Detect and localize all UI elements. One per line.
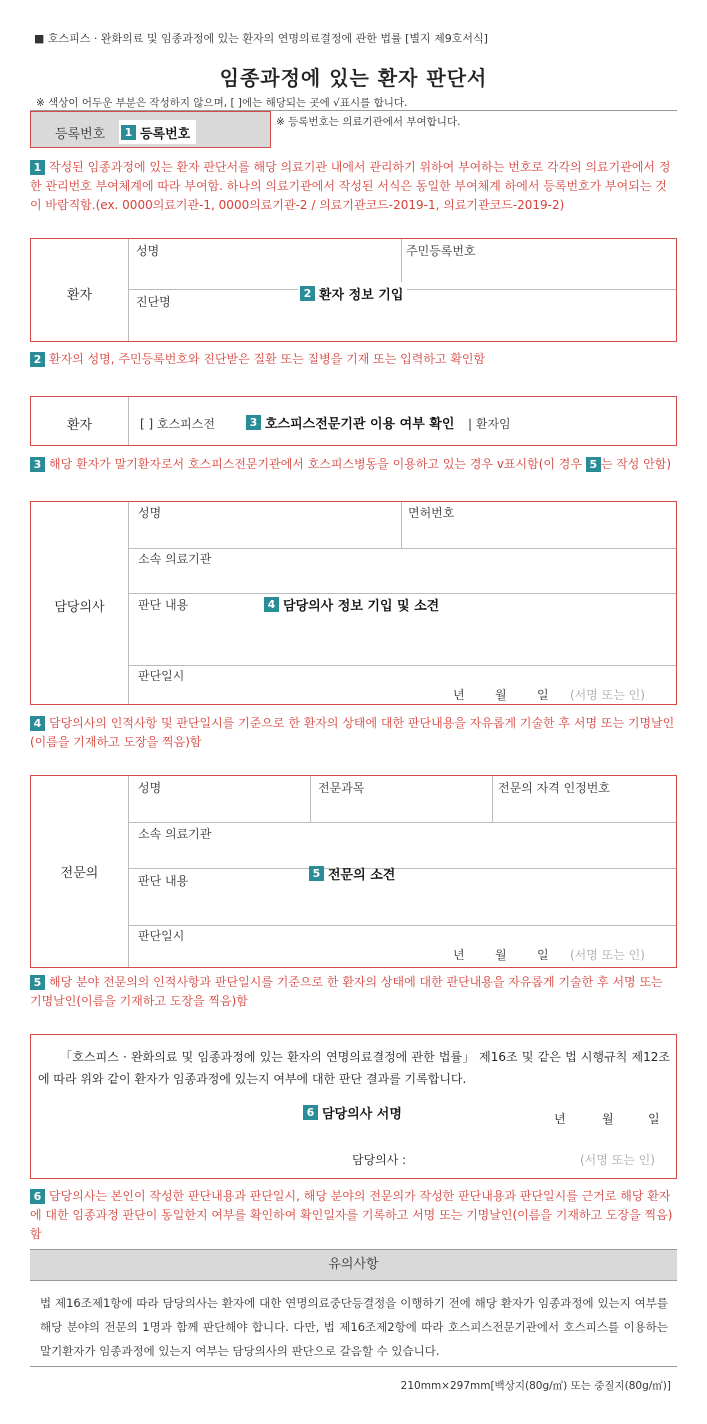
hospice-badge: 3 호스피스전문기관 이용 여부 확인 [246,412,454,432]
specialist-dept-field[interactable] [311,795,490,821]
specialist-name-label: 성명 [138,781,162,795]
note-5: 5 해당 분야 전문의의 인적사항과 판단일시를 기준으로 한 환자의 상태에 대한 판단내용을 자유롭게 기술한 후 서명 또는 기명날인(이름을 기재하고 도장을 찍음)함 [30,975,663,1008]
patient-rrn-label: 주민등록번호 [406,244,476,258]
doctor-license-label: 면허번호 [408,506,455,520]
doctor-date-day: 일 [537,688,549,702]
declaration-day: 일 [648,1112,660,1126]
patient-head: 환자 [66,288,93,303]
specialist-judgment-label: 판단 내용 [138,874,189,888]
doctor-name-label: 성명 [138,506,162,520]
caution-text: 법 제16조제1항에 따라 담당의사는 환자에 대한 연명의료중단등결정을 이행하기 전에 해당 환자가 임종과정에 있는지 여부를 해당 분야의 전문의 1명과 함께 판단해야 합니다. 다만, 법 제16조제2항에 따라 호스피스전문기관에서 호스피스를 이용하는 말기환자가 임종과정에 있는지 여부는 담당의사의 판단으로 갈음할 수 있습니다. [40,1296,668,1358]
declaration-signature[interactable]: (서명 또는 인) [580,1153,655,1167]
specialist-name-field[interactable] [129,795,308,821]
declaration-year: 년 [554,1112,566,1126]
patient-badge: 2 환자 정보 기입 [298,282,407,304]
doctor-license-field[interactable] [402,520,675,546]
doctor-institution-field[interactable] [129,566,675,591]
badge-1: 1 [121,125,136,140]
specialist-date-label: 판단일시 [138,929,185,943]
declaration-month: 월 [602,1112,614,1126]
hospice-head: 환자 [66,418,93,433]
note-4: 4 담당의사의 인적사항 및 판단일시를 기준으로 한 환자의 상태에 대한 판단내용을 자유롭게 기술한 후 서명 또는 기명날인 (이름을 기재하고 도장을 찍음)함 [30,716,675,749]
doctor-date-month: 월 [495,688,507,702]
specialist-date-month: 월 [495,948,507,962]
specialist-institution-label: 소속 의료기관 [138,827,212,841]
hospice-checkbox[interactable]: [ ] 호스피스전 [140,417,215,431]
note-6: 6 담당의사는 본인이 작성한 판단내용과 판단일시, 해당 분야의 전문의가 작성한 판단내용과 판단일시를 근거로 해당 환자에 대한 임종과정 판단이 동일한지 여부를 확인하여 확인일자를 기록하고 서명 또는 기명날인(이름을 기재하고 도장을 찍음)함 [30,1189,673,1241]
specialist-badge: 5 전문의 소견 [309,863,395,883]
caution-title: 유의사항 [30,1249,677,1281]
note-1: 1 작성된 임종과정에 있는 환자 판단서를 해당 의료기관 내에서 관리하기 위하여 부여하는 번호로 각각의 의료기관에서 정한 관리번호 부여체계에 따라 부여함. 하나의 의료기관에서 작성된 서식은 동일한 부여체계 하에서 등록번호가 부여되는 것이 바람직함.(ex. 0000의료기관-1, 0000의료기관-2 / 의료기관코드-2019-1, 의료기관코드-2019-2) [30,160,671,212]
specialist-head: 전문의 [60,866,99,881]
declaration-badge: 6 담당의사 서명 [303,1102,402,1122]
specialist-dept-label: 전문과목 [318,781,365,795]
patient-name-label: 성명 [136,244,160,258]
doctor-signature[interactable]: (서명 또는 인) [570,688,645,702]
patient-diagnosis-field[interactable] [129,310,675,340]
registration-side-note: ※ 등록번호는 의료기관에서 부여합니다. [276,116,461,128]
law-reference: ■ 호스피스 · 완화의료 및 임종과정에 있는 환자의 연명의료결정에 관한 법률 [별지 제9호서식] [34,32,488,45]
registration-box [30,111,271,148]
doctor-head: 담당의사 [54,600,105,615]
doctor-date-year: 년 [453,688,465,702]
doctor-judgment-field[interactable] [129,612,675,663]
specialist-judgment-field[interactable] [129,888,675,923]
specialist-date-day: 일 [537,948,549,962]
doctor-judgment-label: 판단 내용 [138,598,189,612]
instruction-text: ※ 색상이 어두운 부분은 작성하지 않으며, [ ]에는 해당되는 곳에 √표시를 합니다. [36,97,408,109]
patient-rrn-field[interactable] [402,258,675,286]
page-title: 임종과정에 있는 환자 판단서 [219,66,488,90]
hospice-tail: | 환자임 [468,417,511,431]
specialist-signature[interactable]: (서명 또는 인) [570,948,645,962]
declaration-text: 「호스피스 · 완화의료 및 임종과정에 있는 환자의 연명의료결정에 관한 법률」 제16조 및 같은 법 시행규칙 제12조에 따라 위와 같이 환자가 임종과정에 있는지 여부에 대한 판단 결과를 기록합니다. [38,1050,670,1086]
specialist-date-year: 년 [453,948,465,962]
specialist-cert-label: 전문의 자격 인정번호 [498,781,610,795]
doctor-date-label: 판단일시 [138,669,185,683]
patient-diagnosis-label: 진단명 [136,295,171,309]
registration-badge: 1 등록번호 [119,120,196,144]
registration-label: 등록번호 [55,127,106,142]
paper-spec-footer: 210mm×297mm[백상지(80g/㎡) 또는 중질지(80g/㎡)] [400,1380,671,1392]
specialist-institution-field[interactable] [129,841,675,866]
doctor-institution-label: 소속 의료기관 [138,552,212,566]
note-2: 2 환자의 성명, 주민등록번호와 진단받은 질환 또는 질병을 기재 또는 입력하고 확인함 [30,350,675,369]
doctor-badge: 4 담당의사 정보 기입 및 소견 [264,594,439,614]
note-3: 3 해당 환자가 말기환자로서 호스피스전문기관에서 호스피스병동을 이용하고 있는 경우 v표시함(이 경우 5 는 작성 안함) [30,455,675,474]
declaration-doctor-label: 담당의사 : [352,1153,407,1167]
doctor-name-field[interactable] [129,520,399,546]
specialist-cert-field[interactable] [493,795,675,821]
